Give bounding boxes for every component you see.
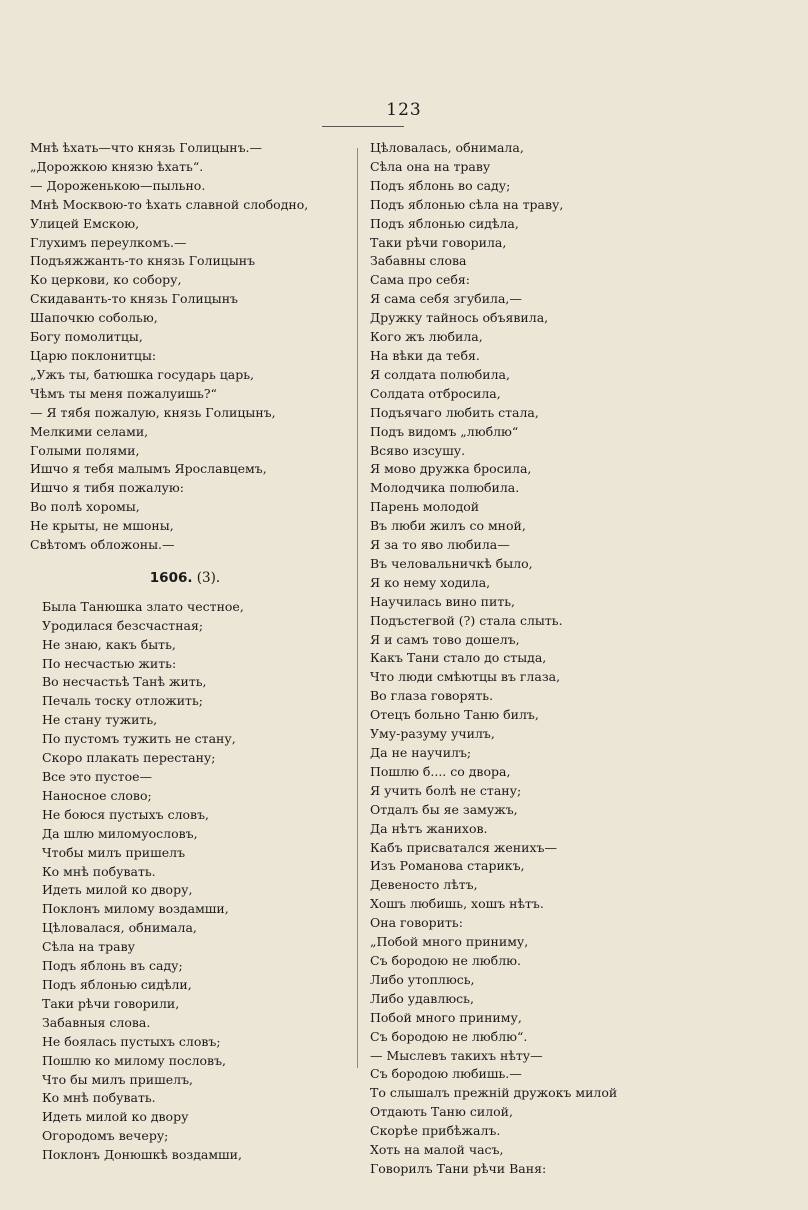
- text-line: Я солдата полюбила,: [370, 366, 510, 382]
- text-line: Пошлю б.... со двора,: [370, 763, 511, 779]
- text-line: Молодчика полюбила.: [370, 480, 520, 496]
- poem-heading-suffix: (3).: [196, 569, 221, 586]
- text-line: Наносное слово;: [42, 787, 152, 803]
- text-line: Она говорить:: [370, 915, 463, 931]
- text-line: Чтобы милъ пришелъ: [42, 844, 186, 860]
- right-column: [370, 139, 670, 1179]
- text-line: Ко мнѣ побувать.: [42, 863, 156, 879]
- text-line: Огородомъ вечеру;: [42, 1128, 169, 1144]
- text-line: „Побой много приниму,: [370, 934, 529, 950]
- text-line: „Дорожкою князю ѣхать“.: [30, 158, 204, 174]
- text-line: Подъ яблонью сѣла на траву,: [370, 196, 564, 212]
- text-line: Не боялась пустыхъ словъ;: [42, 1033, 221, 1049]
- text-line: Я ко нему ходила,: [370, 574, 491, 590]
- text-line: Таки рѣчи говорила,: [370, 234, 507, 250]
- text-line: — Мыслевъ такихъ нѣту—: [370, 1047, 543, 1063]
- text-line: Кого жъ любила,: [370, 329, 483, 345]
- text-line: То слышалъ прежній дружокъ милой: [370, 1085, 618, 1101]
- text-line: Мелкими селами,: [30, 423, 149, 439]
- poem-heading-number: 1606.: [149, 569, 193, 586]
- text-line: Ко мнѣ побувать.: [42, 1090, 156, 1106]
- text-line: Уму-разуму училъ,: [370, 726, 495, 742]
- text-line: По пустомъ тужить не стану,: [42, 731, 236, 747]
- text-line: Хоть на малой часъ,: [370, 1142, 504, 1158]
- left-column: [30, 139, 340, 1165]
- text-line: Отецъ больно Таню билъ,: [370, 707, 539, 723]
- text-line: Шапочкю соболью,: [30, 310, 158, 326]
- text-line: Отдають Таню силой,: [370, 1104, 513, 1120]
- text-line: Да не научилъ;: [370, 745, 472, 760]
- text-line: Поклонъ милому воздамши,: [42, 901, 229, 917]
- text-line: Я сама себя згубила,—: [370, 291, 522, 307]
- text-line: Хошъ любишь, хошъ нѣтъ.: [370, 896, 544, 912]
- text-line: Какъ Тани стало до стыда,: [370, 650, 547, 666]
- text-line: Не крыты, не мшоны,: [30, 518, 174, 534]
- text-line: Подъ яблонь въ саду;: [42, 958, 183, 974]
- text-line: Забавныя слова.: [42, 1014, 151, 1030]
- text-line: Пошлю ко милому пословъ,: [42, 1052, 227, 1068]
- page-number: 123: [386, 100, 422, 120]
- text-line: Подъ яблонь во саду;: [370, 177, 511, 193]
- text-line: Либо удавлюсь,: [370, 990, 474, 1006]
- text-line: Да нѣтъ жанихов.: [370, 820, 488, 836]
- text-line: Девеносто лѣтъ,: [370, 877, 478, 893]
- text-line: Говорилъ Тани рѣчи Ваня:: [370, 1160, 547, 1176]
- text-line: Скорѣе прибѣжалъ.: [370, 1123, 501, 1139]
- text-line: Побой много приниму,: [370, 1009, 522, 1025]
- text-line: Подъ яблонью сидѣла,: [370, 215, 519, 231]
- text-line: Что бы милъ пришелъ,: [42, 1071, 193, 1087]
- page-number-rule: [322, 126, 404, 127]
- text-line: Солдата отбросила,: [370, 385, 501, 401]
- text-line: Сѣла она на траву: [370, 158, 491, 174]
- text-line: Съ бородою не люблю.: [370, 952, 521, 968]
- text-line: Съ бородою любишь.—: [370, 1066, 522, 1082]
- left-top-lines: [30, 139, 340, 555]
- text-line: Ишчо я тибя пожалую:: [30, 480, 184, 496]
- text-line: Сама про себя:: [370, 272, 471, 288]
- text-line: Во глаза говорять.: [370, 688, 494, 704]
- text-line: Въ человальничкѣ было,: [370, 555, 533, 571]
- text-line: Печаль тоску отложить;: [42, 693, 203, 709]
- text-line: Была Танюшка злато честное,: [42, 598, 244, 614]
- poem-heading: [30, 569, 340, 588]
- text-line: Богу помолитцы,: [30, 329, 143, 345]
- text-line: Подъстегвой (?) стала слыть.: [370, 612, 563, 628]
- text-line: Забавны слова: [370, 253, 467, 269]
- left-poem-lines: [30, 598, 340, 1165]
- text-line: Не боюся пустыхъ словъ,: [42, 806, 210, 822]
- right-lines: [370, 139, 670, 1179]
- text-line: Я и самъ тово дошелъ,: [370, 631, 520, 647]
- text-line: Я за то яво любила—: [370, 537, 510, 553]
- text-line: Сѣла на траву: [42, 939, 135, 955]
- text-line: По несчастью жить:: [42, 655, 177, 671]
- text-line: Подъяжжанть-то князь Голицынъ: [30, 253, 256, 269]
- text-line: Чѣмъ ты меня пожалуишь?“: [30, 385, 217, 401]
- text-line: Скидаванть-то князь Голицынъ: [30, 291, 239, 307]
- text-line: Изъ Романова старикъ,: [370, 858, 525, 874]
- text-line: Идеть милой ко двору,: [42, 882, 193, 898]
- text-line: Не стану тужить,: [42, 712, 158, 728]
- text-line: Цѣловалась, обнимала,: [370, 140, 524, 155]
- text-line: Либо утоплюсь,: [370, 971, 475, 987]
- text-line: — Я тябя пожалую, князь Голицынъ,: [30, 404, 276, 420]
- text-line: Поклонъ Донюшкѣ воздамши,: [42, 1147, 242, 1163]
- text-line: Голыми полями,: [30, 442, 140, 458]
- text-line: Улицей Емскою,: [30, 215, 140, 231]
- text-line: Научилась вино пить,: [370, 593, 516, 609]
- text-line: Дружку тайнось объявила,: [370, 310, 549, 326]
- text-line: Подъ яблонью сидѣли,: [42, 976, 192, 992]
- text-line: Ишчо я тебя малымъ Ярославцемъ,: [30, 461, 267, 477]
- text-line: Уродилася безсчастная;: [42, 617, 204, 633]
- text-line: Да шлю миломуословъ,: [42, 825, 198, 841]
- text-line: Подъ видомъ „люблю“: [370, 423, 519, 439]
- text-line: „Ужъ ты, батюшка государь царь,: [30, 366, 255, 382]
- text-line: Скоро плакать перестану;: [42, 750, 216, 766]
- text-line: Свѣтомъ обложоны.—: [30, 537, 175, 553]
- text-line: Съ бородою не люблю“.: [370, 1028, 528, 1044]
- text-line: Я мово дружка бросила,: [370, 461, 532, 477]
- text-line: Во несчастьѣ Танѣ жить,: [42, 674, 207, 690]
- text-line: — Дороженькою—пыльно.: [30, 177, 206, 193]
- text-line: Идеть милой ко двору: [42, 1109, 189, 1125]
- text-line: Глухимъ переулкомъ.—: [30, 234, 187, 250]
- text-line: Во полѣ хоромы,: [30, 499, 140, 515]
- text-line: Кабъ присватался женихъ—: [370, 839, 557, 855]
- text-line: Что люди смѣютцы въ глаза,: [370, 669, 561, 685]
- text-line: Всяво изсушу.: [370, 442, 466, 458]
- column-divider: [357, 148, 358, 1068]
- text-line: Царю поклонитцы:: [30, 347, 157, 363]
- text-line: Ко церкови, ко собору,: [30, 272, 182, 288]
- text-line: Не знаю, какъ быть,: [42, 636, 176, 652]
- text-line: Парень молодой: [370, 499, 480, 515]
- text-line: На вѣки да тебя.: [370, 347, 480, 363]
- text-line: Все это пустое—: [42, 769, 152, 784]
- text-line: Мнѣ ѣхать—что князь Голицынъ.—: [30, 140, 263, 155]
- text-line: Цѣловалася, обнимала,: [42, 920, 197, 936]
- text-line: Подъячаго любить стала,: [370, 404, 539, 420]
- text-line: Таки рѣчи говорили,: [42, 995, 180, 1011]
- text-line: Мнѣ Москвою-то ѣхать славной слободно,: [30, 196, 309, 212]
- text-line: Я учить болѣ не стану;: [370, 782, 522, 798]
- text-line: Отдалъ бы яе замужъ,: [370, 801, 518, 817]
- text-line: Въ люби жилъ со мной,: [370, 518, 526, 534]
